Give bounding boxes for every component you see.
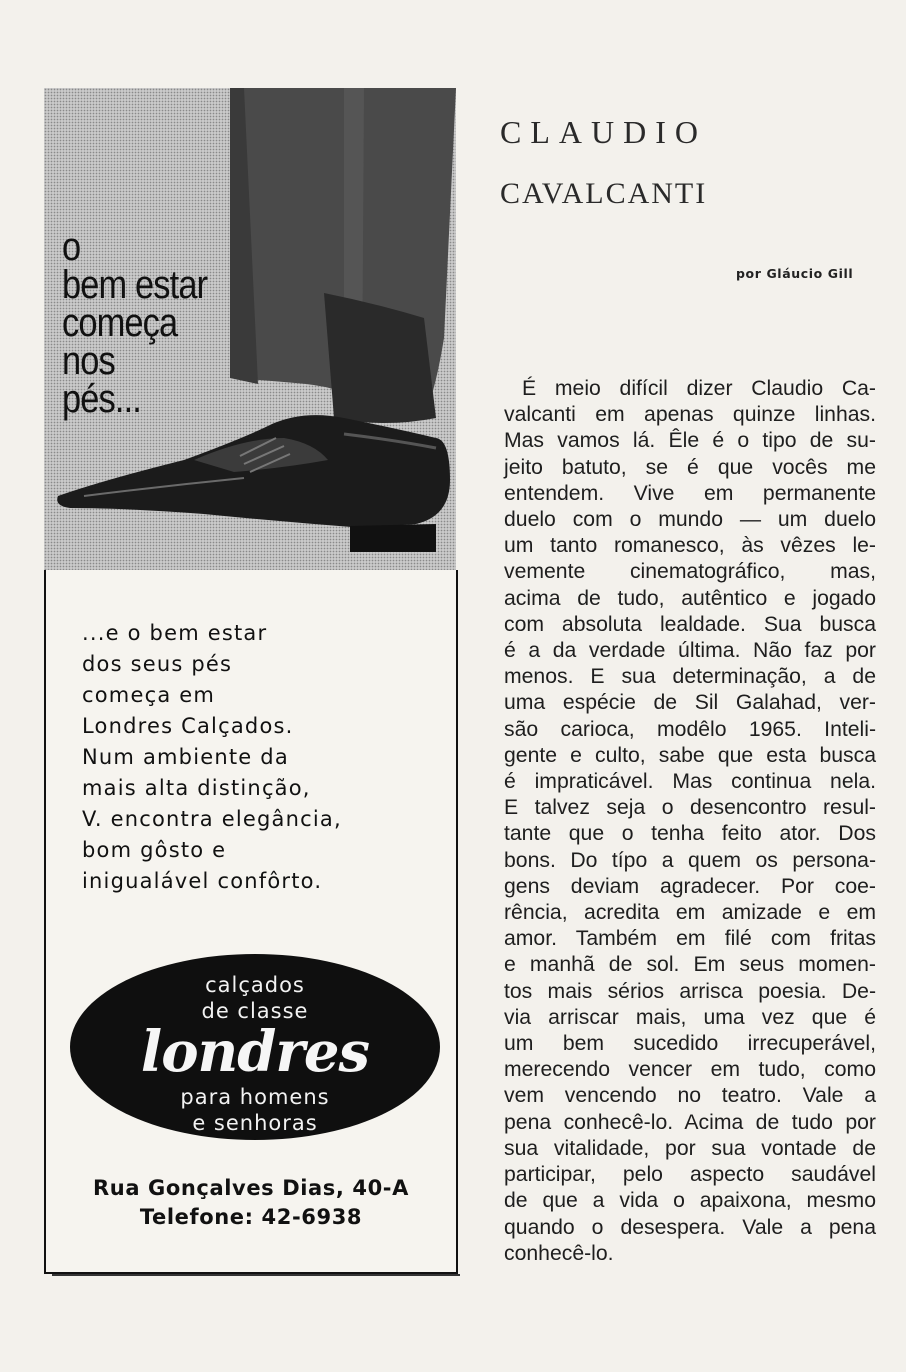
article-line: são carioca, modêlo 1965. Inteli-: [504, 717, 876, 741]
slogan-line: começa: [62, 301, 178, 345]
ad-body-line: dos seus pés: [82, 652, 233, 676]
article-title: [500, 112, 800, 214]
article-line: tante que o tenha feito ator. Dos: [504, 822, 876, 846]
logo-line: de classe: [201, 999, 309, 1023]
logo-line: calçados: [205, 973, 305, 997]
article-line: gente e culto, sabe que esta busca: [504, 743, 876, 767]
ad-contact: [46, 1174, 456, 1232]
ad-body-line: Londres Calçados.: [82, 714, 294, 738]
article-line: quando o desespera. Vale a pena: [504, 1215, 876, 1239]
article-body: [504, 376, 876, 1267]
shoe-photo: [44, 88, 456, 570]
logo-line: para homens: [180, 1085, 330, 1109]
article-line: acima de tudo, autêntico e jogado: [504, 586, 876, 610]
article-line: sua vitalidade, por sua vontade de: [504, 1136, 876, 1160]
article-line: conhecê-lo.: [504, 1241, 614, 1265]
article-line: gens deviam agradecer. Por coe-: [504, 874, 876, 898]
article-line: rência, acredita em amizade e em: [504, 901, 876, 925]
ad-body-line: começa em: [82, 683, 216, 707]
article-line: Mas vamos lá. Êle é o tipo de su-: [504, 429, 876, 453]
ad-body-line: inigualável confôrto.: [82, 869, 323, 893]
ad-text-box: [44, 570, 458, 1274]
article-line: é impraticável. Mas continua nela.: [504, 770, 876, 794]
article-line: E talvez seja o desencontro resul-: [504, 796, 876, 820]
londres-logo: [70, 954, 440, 1140]
article-line: jeito batuto, se é que vocês me: [504, 455, 876, 479]
article-line: pena conhecê-lo. Acima de tudo por: [504, 1110, 876, 1134]
article-line: valcanti em apenas quinze linhas.: [504, 403, 876, 427]
londres-advertisement: [44, 88, 456, 1274]
article-line: duelo com o mundo — um duelo: [504, 508, 876, 532]
article-line: amor. Também em filé com fritas: [504, 927, 876, 951]
ad-phone: Telefone: 42-6938: [139, 1205, 363, 1229]
article-line: entendem. Vive em permanente: [504, 481, 876, 505]
article-line: e manhã de sol. Em seus momen-: [504, 953, 876, 977]
ad-body-line: mais alta distinção,: [82, 776, 311, 800]
article-line: merecendo vencer em tudo, como: [504, 1058, 876, 1082]
bottom-rule: [52, 1274, 460, 1276]
slogan-line: o: [62, 225, 81, 269]
article-line: com absoluta lealdade. Sua busca: [504, 612, 876, 636]
article-line: vemente cinematográfico, mas,: [504, 560, 876, 584]
title-first-name: CLAUDIO: [500, 114, 707, 150]
article-byline: por Gláucio Gill: [736, 266, 854, 281]
logo-line: e senhoras: [192, 1111, 318, 1135]
article-line: vem vencendo no teatro. Vale a: [504, 1084, 876, 1108]
title-last-name: CAVALCANTI: [500, 177, 708, 210]
slogan-line: nos: [62, 339, 115, 383]
article-line: um bem sucedido irrecuperável,: [504, 1032, 876, 1056]
logo-tagline-top: [70, 972, 440, 1024]
logo-brand: londres: [140, 1019, 370, 1085]
ad-body-line: Num ambiente da: [82, 745, 289, 769]
logo-tagline-bottom: [70, 1084, 440, 1136]
ad-body-text: [82, 618, 442, 897]
ad-slogan: [62, 225, 208, 421]
article-line: É meio difícil dizer Claudio Ca-: [522, 377, 876, 400]
ad-body-line: ...e o bem estar: [82, 621, 268, 645]
article-line: de que a vida o apaixona, mesmo: [504, 1189, 876, 1213]
article-line: participar, pelo aspecto saudável: [504, 1163, 876, 1187]
slogan-line: bem estar: [62, 263, 208, 307]
ad-body-line: V. encontra elegância,: [82, 807, 342, 831]
ad-address: Rua Gonçalves Dias, 40-A: [93, 1176, 409, 1200]
article-line: um tanto romanesco, às vêzes le-: [504, 534, 876, 558]
article-line: tos mais sérios arrisca poesia. De-: [504, 979, 876, 1003]
slogan-line: pés...: [62, 377, 141, 421]
article-line: bons. Do típo a quem os persona-: [504, 848, 876, 872]
article-line: uma espécie de Sil Galahad, ver-: [504, 691, 876, 715]
article-line: é a da verdade última. Não faz por: [504, 639, 876, 663]
ad-body-line: bom gôsto e: [82, 838, 227, 862]
article-line: via arriscar mais, uma vez que é: [504, 1005, 876, 1029]
article-line: menos. E sua determinação, a de: [504, 665, 876, 689]
